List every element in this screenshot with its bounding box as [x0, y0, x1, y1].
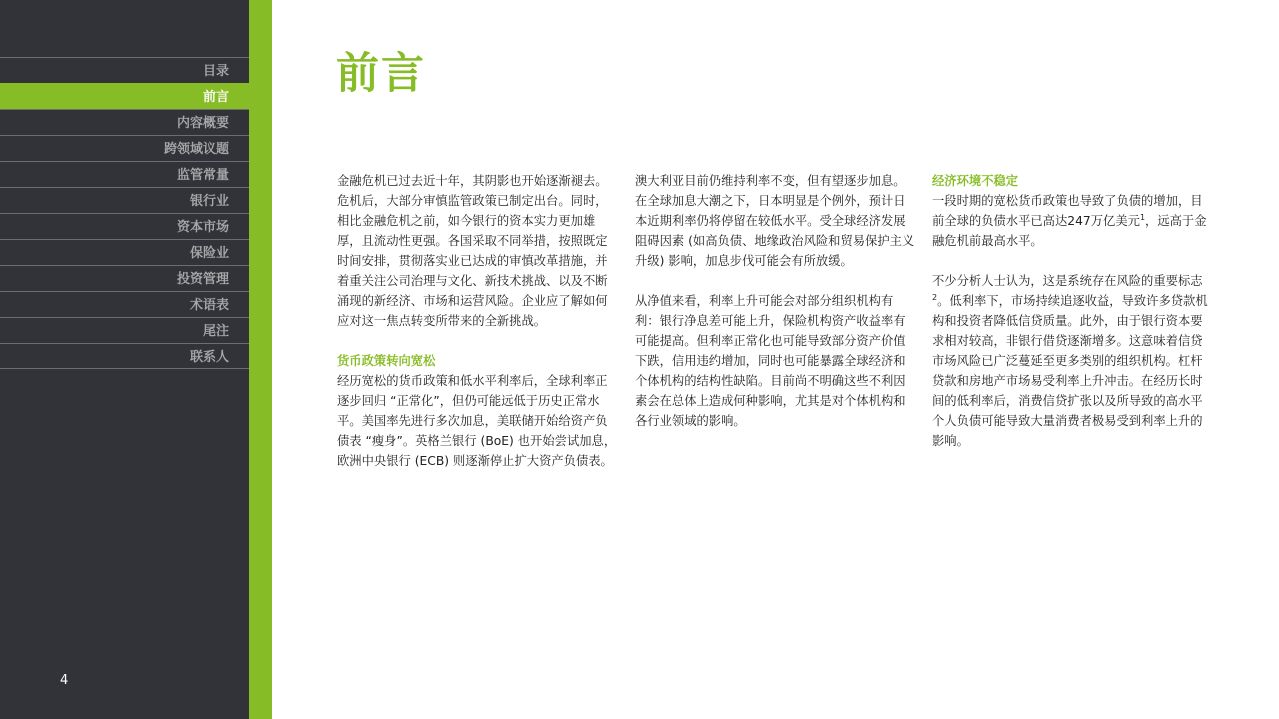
risk-text-a: 不少分析人士认为，这是系统存在风险的重要标志 [932, 274, 1203, 288]
accent-strip [249, 0, 272, 719]
nav-item-investment-management[interactable]: 投资管理 [0, 265, 249, 291]
nav-item-foreword[interactable]: 前言 [0, 83, 249, 109]
page-title: 前言 [336, 49, 426, 99]
text-column-1 [337, 171, 619, 491]
nav-item-regulatory-constants[interactable]: 监管常量 [0, 161, 249, 187]
australia-paragraph: 澳大利亚目前仍维持利率不变，但有望逐步加息。在全球加息大潮之下，日本明显是个例外，预计日本近期利率仍将停留在较低水平。受全球经济发展阻碍因素 (如高负债、地缘政治风险和贸易保护主义升级) 影响，加息步伐可能会有所放缓。 [635, 174, 915, 268]
section-heading-monetary-policy: 货币政策转向宽松 [337, 354, 436, 368]
nav-item-glossary[interactable]: 术语表 [0, 291, 249, 317]
text-column-3 [932, 171, 1214, 471]
sidebar [0, 0, 249, 719]
risk-text-b: 。低利率下，市场持续追逐收益，导致许多贷款机构和投资者降低信贷质量。此外，由于银行资本要求相对较高，非银行借贷逐渐增多。这意味着信贷市场风险已广泛蔓延至更多类别的组织机构。杠杆贷款和房地产市场易受利率上升冲击。在经历长时间的低利率后，消费信贷扩张以及所导致的高水平个人负债可能导致大量消费者极易受到利率上升的影响。 [932, 294, 1208, 448]
sidebar-nav [0, 57, 249, 369]
nav-item-insurance[interactable]: 保险业 [0, 239, 249, 265]
risk-paragraph [932, 271, 1214, 451]
nav-item-contents[interactable]: 目录 [0, 57, 249, 83]
footnote-ref-2[interactable]: 2 [932, 292, 938, 302]
nav-item-contacts[interactable]: 联系人 [0, 343, 249, 369]
intro-paragraph: 金融危机已过去近十年，其阴影也开始逐渐褪去。危机后，大部分审慎监管政策已制定出台。同时，相比金融危机之前，如今银行的资本实力更加雄厚，且流动性更强。各国采取不同举措，按照既定时间安排，贯彻落实业已达成的审慎改革措施，并着重关注公司治理与文化、新技术挑战、以及不断涌现的新经济、市场和运营风险。企业应了解如何应对这一焦点转变所带来的全新挑战。 [337, 174, 608, 328]
nav-item-summary[interactable]: 内容概要 [0, 109, 249, 135]
section-heading-economic-instability: 经济环境不稳定 [932, 174, 1019, 188]
nav-item-banking[interactable]: 银行业 [0, 187, 249, 213]
monetary-policy-paragraph: 经历宽松的货币政策和低水平利率后，全球利率正逐步回归 “正常化”，但仍可能远低于历史正常水平。美国率先进行多次加息，美联储开始给资产负债表 “瘦身”。英格兰银行 (BoE) 也开始尝试加息，欧洲中央银行 (ECB) 则逐渐停止扩大资产负债表。 [337, 374, 617, 468]
net-effect-paragraph: 从净值来看，利率上升可能会对部分组织机构有利：银行净息差可能上升，保险机构资产收益率有可能提高。但利率正常化也可能导致部分资产价值下跌，信用违约增加，同时也可能暴露全球经济和个体机构的结构性缺陷。目前尚不明确这些不利因素会在总体上造成何种影响，尤其是对个体机构和各行业领域的影响。 [635, 294, 906, 428]
debt-text-b: ，远高于金融危机前最高水平。 [932, 214, 1207, 248]
footnote-ref-1[interactable]: 1 [1139, 212, 1146, 222]
debt-paragraph [932, 191, 1214, 251]
nav-item-endnotes[interactable]: 尾注 [0, 317, 249, 343]
nav-item-cross-sector[interactable]: 跨领域议题 [0, 135, 249, 161]
text-column-2 [635, 171, 915, 451]
nav-item-capital-markets[interactable]: 资本市场 [0, 213, 249, 239]
page-number: 4 [60, 673, 69, 688]
debt-text-a: 一段时期的宽松货币政策也导致了负债的增加，目前全球的负债水平已高达247万亿美元 [932, 194, 1203, 228]
